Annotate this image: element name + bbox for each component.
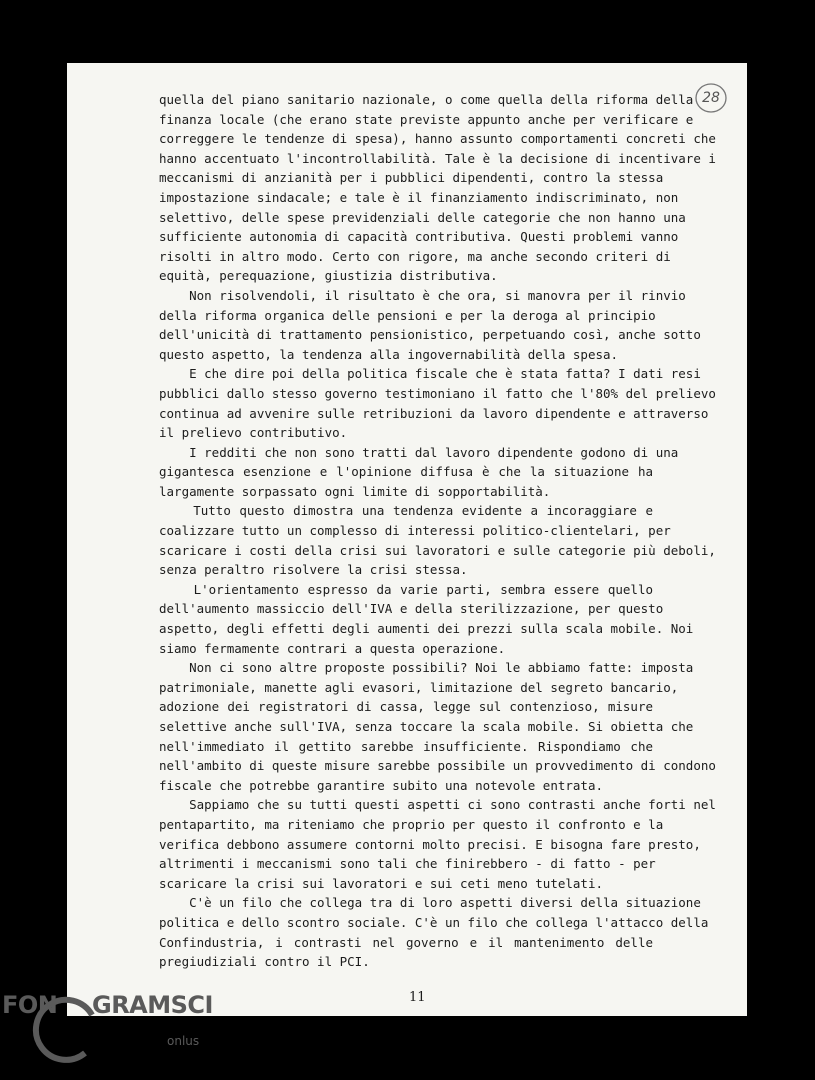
stamp-number: 28 [702, 90, 720, 106]
paragraph [159, 580, 694, 658]
text-line: finanza locale (che erano state previste appunto anche per verificare e [159, 111, 694, 127]
text-line: impostazione sindacale; e tale è il finanziamento indiscriminato, non [159, 189, 679, 205]
text-line: altrimenti i meccanismi sono tali che finirebbero - di fatto - per [159, 856, 656, 872]
text-line: politica e dello scontro sociale. C'è un filo che collega l'attacco della [159, 914, 709, 930]
watermark-text-fon: FON [2, 991, 58, 1019]
paragraph [159, 795, 716, 893]
watermark-text-onlus: onlus [167, 1034, 200, 1048]
text-line: meccanismi di anzianità per i pubblici dipendenti, contro la stessa [159, 170, 664, 186]
text-line: siamo fermamente contrari a questa operazione. [159, 640, 506, 656]
text-line: hanno accentuato l'incontrollabilità. Tale è la decisione di incentivare i [159, 150, 716, 166]
text-line: L'orientamento espresso da varie parti, sembra essere quello [159, 581, 653, 597]
text-line: pubblici dallo stesso governo testimoniano il fatto che l'80% del prelievo [159, 385, 716, 401]
text-line: largamente sorpassato ogni limite di sopportabilità. [159, 483, 551, 499]
text-line: pentapartito, ma riteniamo che proprio per questo il confronto e la [159, 816, 664, 832]
page-number: 11 [409, 990, 426, 1005]
text-line: dell'unicità di trattamento pensionistico, perpetuando così, anche sotto [159, 327, 701, 343]
text-line: Tutto questo dimostra una tendenza evidente a incoraggiare e [159, 503, 653, 519]
document-page [67, 63, 747, 1016]
text-line: quella del piano sanitario nazionale, o come quella della riforma della [159, 92, 694, 107]
text-line: questo aspetto, la tendenza alla ingovernabilità della spesa. [159, 346, 619, 362]
text-line: continua ad avvenire sulle retribuzioni da lavoro dipendente e attraverso [159, 405, 709, 421]
text-line: della riforma organica delle pensioni e per la deroga al principio [159, 307, 656, 323]
text-line: coalizzare tutto un complesso di interessi politico-clientelari, per [159, 523, 671, 539]
text-line: Non ci sono altre proposte possibili? Noi le abbiamo fatte: imposta [159, 660, 694, 676]
text-line: nell'ambito di queste misure sarebbe possibile un provvedimento di condono [159, 758, 716, 774]
text-line: patrimoniale, manette agli evasori, limitazione del segreto bancario, [159, 679, 679, 695]
text-line: scaricare la crisi sui lavoratori e sui ceti meno tutelati. [159, 875, 604, 891]
text-line: Non risolvendoli, il risultato è che ora, si manovra per il rinvio [159, 287, 686, 303]
watermark-text-gramsci: GRAMSCI [92, 991, 213, 1019]
text-line: nell'immediato il gettito sarebbe insufficiente. Rispondiamo che [159, 738, 653, 754]
paragraph [159, 658, 716, 795]
text-line: il prelievo contributivo. [159, 425, 348, 441]
archive-stamp [694, 81, 728, 115]
paragraph [159, 364, 716, 442]
text-line: dell'aumento massiccio dell'IVA e della sterilizzazione, per questo [159, 601, 664, 617]
text-line: selettive anche sull'IVA, senza toccare la scala mobile. Si obietta che [159, 719, 694, 734]
text-line: I redditi che non sono tratti dal lavoro dipendente godono di una [159, 444, 679, 460]
text-line: fiscale che potrebbe garantire subito una notevole entrata. [159, 777, 604, 793]
paragraph [159, 443, 679, 502]
text-line: aspetto, degli effetti degli aumenti dei prezzi sulla scala mobile. Noi [159, 621, 694, 637]
paragraph [159, 893, 709, 971]
text-line: Confindustria, i contrasti nel governo e il mantenimento delle [159, 934, 653, 950]
watermark-logo [0, 985, 213, 1080]
text-line: equità, perequazione, giustizia distributiva. [159, 268, 498, 284]
text-line: scaricare i costi della crisi sui lavoratori e sulle categorie più deboli, [159, 542, 716, 558]
text-line: gigantesca esenzione e l'opinione diffusa è che la situazione ha [159, 464, 653, 480]
text-line: selettivo, delle spese previdenziali delle categorie che non hanno una [159, 209, 686, 225]
text-line: C'è un filo che collega tra di loro aspetti diversi della situazione [159, 895, 701, 911]
text-line: Sappiamo che su tutti questi aspetti ci sono contrasti anche forti nel [159, 797, 716, 813]
text-line: E che dire poi della politica fiscale che è stata fatta? I dati resi [159, 366, 701, 382]
paragraph [159, 286, 701, 364]
text-line: verifica debbono assumere contorni molto precisi. E bisogna fare presto, [159, 836, 701, 852]
text-line: sufficiente autonomia di capacità contributiva. Questi problemi vanno [159, 229, 679, 245]
text-line: senza peraltro risolvere la crisi stessa. [159, 562, 468, 578]
paragraph [159, 501, 716, 579]
text-line: risolti in altro modo. Certo con rigore, ma anche secondo criteri di [159, 248, 671, 264]
text-line: correggere le tendenze di spesa), hanno assunto comportamenti concreti che [159, 131, 716, 147]
text-line: adozione dei registratori di cassa, legge sul contenzioso, misure [159, 699, 653, 715]
text-line: pregiudiziali contro il PCI. [159, 954, 370, 970]
